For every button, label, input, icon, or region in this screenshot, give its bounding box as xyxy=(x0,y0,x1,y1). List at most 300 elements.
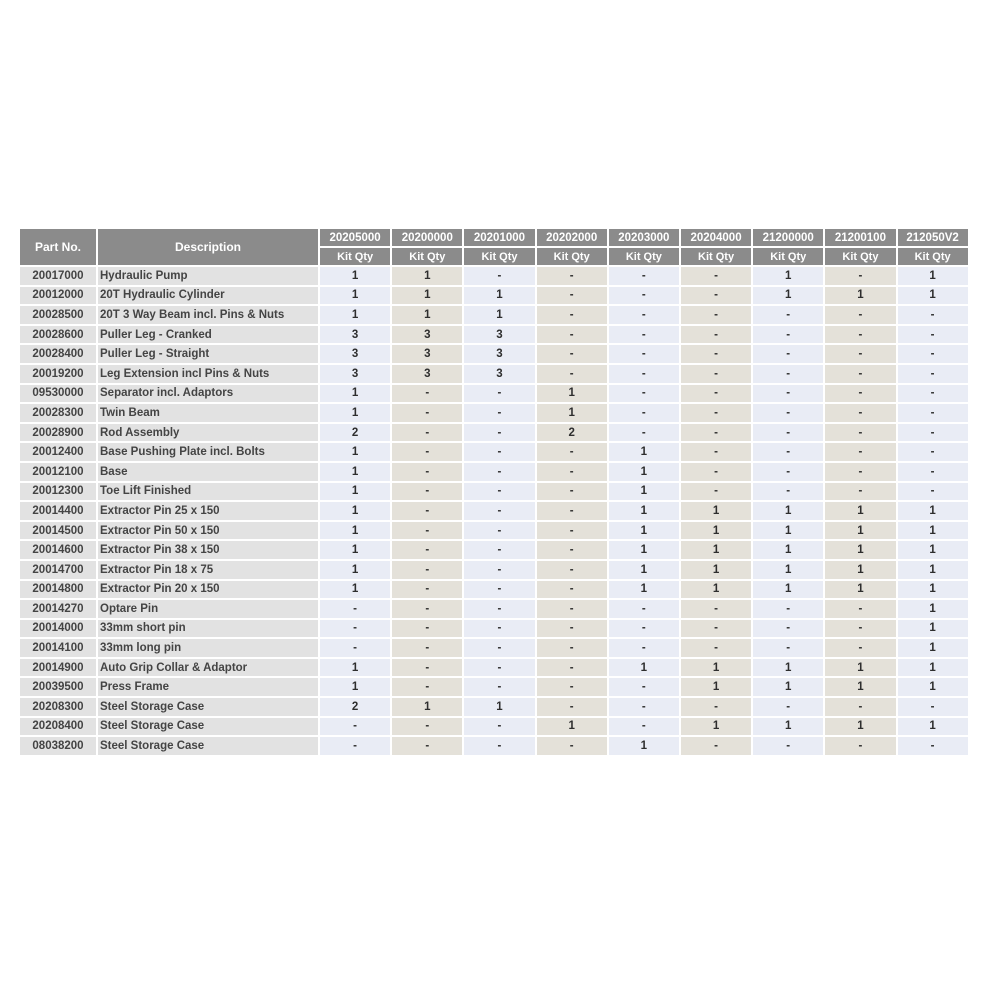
qty-cell-21200000: 1 xyxy=(752,560,824,580)
qty-cell-20200000: - xyxy=(391,482,463,502)
qty-cell-20201000: - xyxy=(463,658,535,678)
qty-cell-20200000: - xyxy=(391,619,463,639)
qty-cell-20202000: - xyxy=(536,462,608,482)
qty-cell-20204000: - xyxy=(680,619,752,639)
table-row xyxy=(19,638,969,658)
qty-cell-20204000: - xyxy=(680,442,752,462)
qty-cell-20200000: - xyxy=(391,560,463,580)
sub-header-kit-qty: Kit Qty xyxy=(680,247,752,266)
part-no-cell: 20028300 xyxy=(19,403,97,423)
qty-cell-20203000: 1 xyxy=(608,442,680,462)
qty-cell-21200000: - xyxy=(752,638,824,658)
qty-cell-20203000: 1 xyxy=(608,521,680,541)
col-header-kit-21200100: 21200100 xyxy=(824,228,896,247)
qty-cell-212050V2: - xyxy=(897,364,969,384)
qty-cell-20200000: 3 xyxy=(391,325,463,345)
qty-cell-20200000: - xyxy=(391,384,463,404)
qty-cell-20204000: 1 xyxy=(680,658,752,678)
qty-cell-21200000: 1 xyxy=(752,540,824,560)
description-cell: Steel Storage Case xyxy=(97,717,319,737)
qty-cell-20202000: - xyxy=(536,697,608,717)
qty-cell-20203000: - xyxy=(608,599,680,619)
table-header xyxy=(19,228,969,266)
qty-cell-21200100: 1 xyxy=(824,286,896,306)
qty-cell-212050V2: - xyxy=(897,697,969,717)
qty-cell-21200100: - xyxy=(824,384,896,404)
qty-cell-20204000: - xyxy=(680,736,752,756)
qty-cell-21200100: - xyxy=(824,736,896,756)
qty-cell-212050V2: 1 xyxy=(897,717,969,737)
qty-cell-212050V2: 1 xyxy=(897,501,969,521)
col-header-kit-20200000: 20200000 xyxy=(391,228,463,247)
qty-cell-20202000: - xyxy=(536,344,608,364)
qty-cell-20204000: 1 xyxy=(680,580,752,600)
qty-cell-21200000: - xyxy=(752,384,824,404)
part-no-cell: 20039500 xyxy=(19,677,97,697)
qty-cell-21200100: 1 xyxy=(824,501,896,521)
qty-cell-21200000: - xyxy=(752,325,824,345)
part-no-cell: 20012100 xyxy=(19,462,97,482)
qty-cell-20203000: - xyxy=(608,305,680,325)
qty-cell-212050V2: 1 xyxy=(897,540,969,560)
sub-header-kit-qty: Kit Qty xyxy=(463,247,535,266)
table-row xyxy=(19,717,969,737)
col-header-kit-20203000: 20203000 xyxy=(608,228,680,247)
qty-cell-20205000: 1 xyxy=(319,266,391,286)
qty-cell-20203000: - xyxy=(608,677,680,697)
description-cell: Rod Assembly xyxy=(97,423,319,443)
part-no-cell: 08038200 xyxy=(19,736,97,756)
description-cell: Base Pushing Plate incl. Bolts xyxy=(97,442,319,462)
qty-cell-20201000: - xyxy=(463,482,535,502)
qty-cell-20203000: - xyxy=(608,717,680,737)
qty-cell-21200000: 1 xyxy=(752,266,824,286)
qty-cell-21200100: - xyxy=(824,638,896,658)
description-cell: Steel Storage Case xyxy=(97,697,319,717)
qty-cell-212050V2: - xyxy=(897,325,969,345)
qty-cell-21200000: 1 xyxy=(752,717,824,737)
qty-cell-20201000: - xyxy=(463,619,535,639)
qty-cell-20202000: - xyxy=(536,580,608,600)
qty-cell-20205000: 3 xyxy=(319,325,391,345)
qty-cell-20201000: - xyxy=(463,403,535,423)
table-row xyxy=(19,599,969,619)
qty-cell-21200100: - xyxy=(824,325,896,345)
qty-cell-212050V2: 1 xyxy=(897,521,969,541)
table-row xyxy=(19,344,969,364)
table-row xyxy=(19,325,969,345)
qty-cell-20204000: - xyxy=(680,403,752,423)
qty-cell-21200000: - xyxy=(752,423,824,443)
qty-cell-21200000: - xyxy=(752,364,824,384)
qty-cell-20205000: - xyxy=(319,599,391,619)
description-cell: Extractor Pin 20 x 150 xyxy=(97,580,319,600)
qty-cell-20205000: 1 xyxy=(319,384,391,404)
qty-cell-20205000: - xyxy=(319,619,391,639)
table-row xyxy=(19,384,969,404)
qty-cell-20203000: - xyxy=(608,325,680,345)
qty-cell-21200100: - xyxy=(824,619,896,639)
part-no-cell: 20208400 xyxy=(19,717,97,737)
qty-cell-20204000: 1 xyxy=(680,560,752,580)
qty-cell-20204000: - xyxy=(680,266,752,286)
qty-cell-20200000: - xyxy=(391,599,463,619)
qty-cell-21200100: - xyxy=(824,344,896,364)
qty-cell-212050V2: - xyxy=(897,462,969,482)
qty-cell-20205000: - xyxy=(319,638,391,658)
part-no-cell: 20012300 xyxy=(19,482,97,502)
qty-cell-21200000: - xyxy=(752,442,824,462)
qty-cell-21200100: - xyxy=(824,599,896,619)
qty-cell-21200000: - xyxy=(752,736,824,756)
part-no-cell: 20014800 xyxy=(19,580,97,600)
qty-cell-20204000: - xyxy=(680,638,752,658)
qty-cell-20203000: 1 xyxy=(608,736,680,756)
qty-cell-20203000: - xyxy=(608,423,680,443)
qty-cell-21200000: - xyxy=(752,344,824,364)
table-row xyxy=(19,580,969,600)
description-cell: Base xyxy=(97,462,319,482)
description-cell: Extractor Pin 38 x 150 xyxy=(97,540,319,560)
qty-cell-20201000: - xyxy=(463,580,535,600)
description-cell: Hydraulic Pump xyxy=(97,266,319,286)
part-no-cell: 20014000 xyxy=(19,619,97,639)
qty-cell-21200100: 1 xyxy=(824,677,896,697)
qty-cell-20200000: - xyxy=(391,442,463,462)
qty-cell-20202000: - xyxy=(536,286,608,306)
col-header-kit-21200000: 21200000 xyxy=(752,228,824,247)
qty-cell-212050V2: - xyxy=(897,442,969,462)
qty-cell-20202000: - xyxy=(536,677,608,697)
qty-cell-20202000: - xyxy=(536,325,608,345)
qty-cell-20202000: - xyxy=(536,482,608,502)
qty-cell-21200100: - xyxy=(824,305,896,325)
qty-cell-212050V2: - xyxy=(897,423,969,443)
qty-cell-20200000: 3 xyxy=(391,344,463,364)
qty-cell-20204000: - xyxy=(680,462,752,482)
qty-cell-20205000: 1 xyxy=(319,286,391,306)
qty-cell-20201000: - xyxy=(463,462,535,482)
qty-cell-20205000: - xyxy=(319,717,391,737)
qty-cell-20201000: - xyxy=(463,423,535,443)
qty-cell-20201000: 3 xyxy=(463,344,535,364)
qty-cell-20200000: 1 xyxy=(391,305,463,325)
part-no-cell: 20014400 xyxy=(19,501,97,521)
description-cell: Press Frame xyxy=(97,677,319,697)
table-row xyxy=(19,697,969,717)
qty-cell-20202000: - xyxy=(536,266,608,286)
qty-cell-20203000: - xyxy=(608,344,680,364)
qty-cell-212050V2: 1 xyxy=(897,560,969,580)
qty-cell-20205000: 1 xyxy=(319,658,391,678)
sub-header-kit-qty: Kit Qty xyxy=(608,247,680,266)
qty-cell-20201000: 1 xyxy=(463,697,535,717)
qty-cell-20202000: - xyxy=(536,521,608,541)
qty-cell-20203000: 1 xyxy=(608,580,680,600)
qty-cell-21200000: - xyxy=(752,599,824,619)
qty-cell-212050V2: 1 xyxy=(897,677,969,697)
qty-cell-21200000: 1 xyxy=(752,580,824,600)
col-header-kit-20205000: 20205000 xyxy=(319,228,391,247)
qty-cell-21200100: 1 xyxy=(824,580,896,600)
qty-cell-20202000: 2 xyxy=(536,423,608,443)
qty-cell-20205000: 1 xyxy=(319,462,391,482)
part-no-cell: 20019200 xyxy=(19,364,97,384)
qty-cell-20201000: - xyxy=(463,384,535,404)
qty-cell-20203000: - xyxy=(608,286,680,306)
qty-cell-20201000: - xyxy=(463,717,535,737)
part-no-cell: 09530000 xyxy=(19,384,97,404)
qty-cell-212050V2: - xyxy=(897,482,969,502)
description-cell: Steel Storage Case xyxy=(97,736,319,756)
qty-cell-212050V2: - xyxy=(897,736,969,756)
qty-cell-20201000: - xyxy=(463,736,535,756)
qty-cell-20205000: - xyxy=(319,736,391,756)
description-cell: Twin Beam xyxy=(97,403,319,423)
qty-cell-20203000: 1 xyxy=(608,482,680,502)
qty-cell-20201000: 1 xyxy=(463,305,535,325)
qty-cell-20200000: - xyxy=(391,638,463,658)
qty-cell-20200000: 3 xyxy=(391,364,463,384)
sub-header-kit-qty: Kit Qty xyxy=(897,247,969,266)
qty-cell-20201000: - xyxy=(463,560,535,580)
qty-cell-212050V2: 1 xyxy=(897,619,969,639)
qty-cell-21200000: - xyxy=(752,619,824,639)
qty-cell-20204000: - xyxy=(680,423,752,443)
qty-cell-20205000: 3 xyxy=(319,344,391,364)
qty-cell-20203000: - xyxy=(608,619,680,639)
qty-cell-20203000: - xyxy=(608,638,680,658)
qty-cell-21200000: - xyxy=(752,462,824,482)
qty-cell-20202000: - xyxy=(536,540,608,560)
qty-cell-21200100: - xyxy=(824,697,896,717)
qty-cell-20202000: - xyxy=(536,560,608,580)
table-row xyxy=(19,619,969,639)
qty-cell-20202000: 1 xyxy=(536,717,608,737)
qty-cell-20202000: - xyxy=(536,599,608,619)
qty-cell-21200100: - xyxy=(824,364,896,384)
part-no-cell: 20014700 xyxy=(19,560,97,580)
qty-cell-20200000: - xyxy=(391,403,463,423)
part-no-cell: 20028500 xyxy=(19,305,97,325)
qty-cell-20201000: - xyxy=(463,442,535,462)
part-no-cell: 20012000 xyxy=(19,286,97,306)
qty-cell-21200000: - xyxy=(752,482,824,502)
qty-cell-21200000: - xyxy=(752,305,824,325)
qty-cell-20201000: - xyxy=(463,599,535,619)
qty-cell-20200000: - xyxy=(391,540,463,560)
qty-cell-20201000: - xyxy=(463,638,535,658)
qty-cell-20203000: 1 xyxy=(608,560,680,580)
description-cell: Extractor Pin 25 x 150 xyxy=(97,501,319,521)
qty-cell-20202000: - xyxy=(536,305,608,325)
qty-cell-20200000: - xyxy=(391,736,463,756)
qty-cell-20202000: - xyxy=(536,442,608,462)
table-row xyxy=(19,736,969,756)
qty-cell-21200100: - xyxy=(824,462,896,482)
qty-cell-20203000: - xyxy=(608,697,680,717)
table-row xyxy=(19,521,969,541)
qty-cell-20203000: 1 xyxy=(608,501,680,521)
part-no-cell: 20014900 xyxy=(19,658,97,678)
description-cell: 20T Hydraulic Cylinder xyxy=(97,286,319,306)
qty-cell-21200000: - xyxy=(752,403,824,423)
qty-cell-20203000: - xyxy=(608,364,680,384)
qty-cell-212050V2: - xyxy=(897,305,969,325)
col-header-description: Description xyxy=(97,228,319,266)
qty-cell-212050V2: 1 xyxy=(897,658,969,678)
part-no-cell: 20017000 xyxy=(19,266,97,286)
table-row xyxy=(19,658,969,678)
qty-cell-20201000: 3 xyxy=(463,364,535,384)
qty-cell-21200100: - xyxy=(824,403,896,423)
qty-cell-212050V2: 1 xyxy=(897,266,969,286)
col-header-kit-20202000: 20202000 xyxy=(536,228,608,247)
qty-cell-20204000: - xyxy=(680,286,752,306)
part-no-cell: 20028600 xyxy=(19,325,97,345)
qty-cell-20202000: 1 xyxy=(536,403,608,423)
qty-cell-20200000: - xyxy=(391,462,463,482)
qty-cell-20202000: - xyxy=(536,619,608,639)
qty-cell-212050V2: 1 xyxy=(897,580,969,600)
table-row xyxy=(19,677,969,697)
qty-cell-212050V2: 1 xyxy=(897,599,969,619)
qty-cell-20202000: - xyxy=(536,658,608,678)
table-row xyxy=(19,501,969,521)
description-cell: Separator incl. Adaptors xyxy=(97,384,319,404)
description-cell: Extractor Pin 18 x 75 xyxy=(97,560,319,580)
qty-cell-20204000: 1 xyxy=(680,521,752,541)
qty-cell-20205000: 1 xyxy=(319,580,391,600)
table-body xyxy=(19,266,969,756)
qty-cell-20201000: 3 xyxy=(463,325,535,345)
sub-header-kit-qty: Kit Qty xyxy=(536,247,608,266)
header-row-codes xyxy=(19,228,969,247)
qty-cell-20205000: 1 xyxy=(319,403,391,423)
qty-cell-20204000: 1 xyxy=(680,717,752,737)
table-row xyxy=(19,286,969,306)
part-no-cell: 20014600 xyxy=(19,540,97,560)
qty-cell-20205000: 3 xyxy=(319,364,391,384)
table-row xyxy=(19,482,969,502)
part-no-cell: 20028900 xyxy=(19,423,97,443)
qty-cell-20200000: 1 xyxy=(391,697,463,717)
sub-header-kit-qty: Kit Qty xyxy=(824,247,896,266)
qty-cell-20204000: - xyxy=(680,482,752,502)
table-row xyxy=(19,540,969,560)
qty-cell-212050V2: - xyxy=(897,344,969,364)
qty-cell-20202000: - xyxy=(536,736,608,756)
qty-cell-212050V2: 1 xyxy=(897,286,969,306)
table-row xyxy=(19,560,969,580)
qty-cell-20203000: - xyxy=(608,403,680,423)
table-row xyxy=(19,266,969,286)
description-cell: Puller Leg - Straight xyxy=(97,344,319,364)
kit-contents-table xyxy=(18,227,970,757)
sub-header-kit-qty: Kit Qty xyxy=(391,247,463,266)
qty-cell-20204000: - xyxy=(680,305,752,325)
qty-cell-20205000: 1 xyxy=(319,305,391,325)
part-no-cell: 20014100 xyxy=(19,638,97,658)
description-cell: Leg Extension incl Pins & Nuts xyxy=(97,364,319,384)
qty-cell-20200000: - xyxy=(391,501,463,521)
description-cell: Optare Pin xyxy=(97,599,319,619)
qty-cell-20201000: 1 xyxy=(463,286,535,306)
qty-cell-20200000: - xyxy=(391,580,463,600)
qty-cell-20201000: - xyxy=(463,677,535,697)
qty-cell-20205000: 1 xyxy=(319,521,391,541)
part-no-cell: 20014270 xyxy=(19,599,97,619)
qty-cell-20205000: 1 xyxy=(319,560,391,580)
part-no-cell: 20208300 xyxy=(19,697,97,717)
qty-cell-21200000: 1 xyxy=(752,658,824,678)
table-row xyxy=(19,423,969,443)
qty-cell-20202000: - xyxy=(536,501,608,521)
qty-cell-20205000: 1 xyxy=(319,677,391,697)
qty-cell-20204000: - xyxy=(680,325,752,345)
col-header-kit-212050V2: 212050V2 xyxy=(897,228,969,247)
qty-cell-20200000: - xyxy=(391,658,463,678)
qty-cell-20205000: 1 xyxy=(319,501,391,521)
qty-cell-20203000: - xyxy=(608,384,680,404)
qty-cell-212050V2: - xyxy=(897,403,969,423)
qty-cell-20204000: 1 xyxy=(680,540,752,560)
qty-cell-20205000: 1 xyxy=(319,442,391,462)
qty-cell-20201000: - xyxy=(463,501,535,521)
qty-cell-20203000: 1 xyxy=(608,540,680,560)
table-row xyxy=(19,305,969,325)
qty-cell-20205000: 1 xyxy=(319,540,391,560)
qty-cell-20201000: - xyxy=(463,521,535,541)
qty-cell-20203000: 1 xyxy=(608,658,680,678)
description-cell: 20T 3 Way Beam incl. Pins & Nuts xyxy=(97,305,319,325)
qty-cell-20200000: - xyxy=(391,677,463,697)
qty-cell-212050V2: 1 xyxy=(897,638,969,658)
table-row xyxy=(19,442,969,462)
table-row xyxy=(19,364,969,384)
qty-cell-20202000: - xyxy=(536,638,608,658)
col-header-kit-20201000: 20201000 xyxy=(463,228,535,247)
qty-cell-21200100: 1 xyxy=(824,521,896,541)
qty-cell-21200000: 1 xyxy=(752,286,824,306)
qty-cell-20200000: - xyxy=(391,717,463,737)
qty-cell-20204000: 1 xyxy=(680,677,752,697)
qty-cell-21200000: 1 xyxy=(752,501,824,521)
qty-cell-20204000: - xyxy=(680,697,752,717)
qty-cell-21200000: - xyxy=(752,697,824,717)
sub-header-kit-qty: Kit Qty xyxy=(752,247,824,266)
qty-cell-20201000: - xyxy=(463,266,535,286)
qty-cell-21200100: 1 xyxy=(824,540,896,560)
qty-cell-20200000: - xyxy=(391,423,463,443)
description-cell: 33mm long pin xyxy=(97,638,319,658)
qty-cell-21200100: - xyxy=(824,423,896,443)
description-cell: 33mm short pin xyxy=(97,619,319,639)
qty-cell-20205000: 1 xyxy=(319,482,391,502)
qty-cell-21200000: 1 xyxy=(752,677,824,697)
col-header-kit-20204000: 20204000 xyxy=(680,228,752,247)
qty-cell-20204000: - xyxy=(680,344,752,364)
qty-cell-21200100: 1 xyxy=(824,560,896,580)
qty-cell-20202000: - xyxy=(536,364,608,384)
table-row xyxy=(19,462,969,482)
part-no-cell: 20028400 xyxy=(19,344,97,364)
qty-cell-20200000: - xyxy=(391,521,463,541)
qty-cell-20201000: - xyxy=(463,540,535,560)
qty-cell-20203000: - xyxy=(608,266,680,286)
qty-cell-20204000: - xyxy=(680,384,752,404)
description-cell: Toe Lift Finished xyxy=(97,482,319,502)
